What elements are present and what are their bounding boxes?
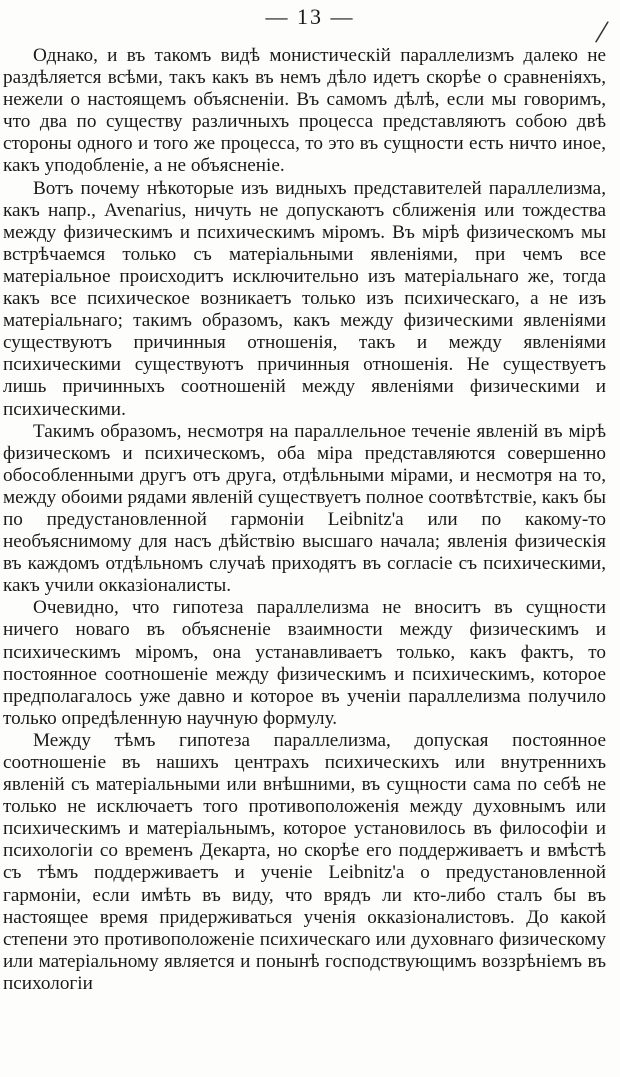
paragraph: Очевидно, что гипотеза параллелизма не вноситъ въ сущности ничего новаго въ объясненіе взаимности между физическимъ и психическимъ міромъ, она устанавливаетъ только, какъ фактъ, то постоянное соотношеніе между физическимъ и психическимъ, которое предполагалось уже давно и которое въ ученіи параллелизма получило только опредѣленную научную формулу. [3,597,606,729]
page-number: — 13 — [265,4,355,29]
paragraph: Такимъ образомъ, несмотря на параллельное теченіе явленій въ мірѣ физическомъ и психическомъ, оба міра представляются совершенно обособленными другъ отъ друга, отдѣльными мірами, и несмотря на то, между обоими рядами явленій существуетъ полное соотвѣтствіе, какъ бы по предустановленной гармоніи Leibnitz'а или по какому-то необъяснимому для насъ дѣйствію высшаго начала; явленія физическія въ каждомъ отдѣльномъ случаѣ приходятъ въ согласіе съ психическими, какъ учили окказіоналисты. [3,420,606,597]
paragraph: Однако, и въ такомъ видѣ монистическій параллелизмъ далеко не раздѣляется всѣми, такъ какъ въ немъ дѣло идетъ скорѣе о сравненіяхъ, нежели о настоящемъ объясненіи. Въ самомъ дѣлѣ, если мы говоримъ, что два по существу различныхъ процесса представляютъ собою двѣ стороны одного и того же процесса, то это въ сущности есть ничто иное, какъ уподобленіе, а не объясненіе. [3,45,606,177]
paragraph: Вотъ почему нѣкоторые изъ видныхъ представителей параллелизма, какъ напр., Avenarius, ничуть не допускаютъ сближенія или тождества между физическимъ и психическимъ міромъ. Въ мірѣ физическомъ мы встрѣчаемся только съ матеріальными явленіями, при чемъ все матеріальное происходитъ исключительно изъ матеріальнаго же, тогда какъ все психическое возникаетъ только изъ психическаго, а не изъ матеріальнаго; такимъ образомъ, какъ между физическими явленіями существуютъ причинныя отношенія, такъ и между явленіями психическими существуютъ причинныя отношенія. Не существуетъ лишь причинныхъ соотношеній между явленіями физическими и психическими. [3,177,606,420]
margin-pencil-mark: / [592,13,610,52]
paragraph: Между тѣмъ гипотеза параллелизма, допуская постоянное соотношеніе въ нашихъ центрахъ психическихъ или внутреннихъ явленій съ матеріальными или внѣшними, въ сущности сама по себѣ не только не исключаетъ того противоположенія между духовнымъ или психическимъ и матеріальнымъ, которое установилось въ философіи и психологіи со временъ Декарта, но скорѣе его поддерживаетъ и вмѣстѣ съ тѣмъ поддерживаетъ и ученіе Leibnitz'а о предустановленной гармоніи, если имѣть въ виду, что врядъ ли кто-либо сталъ бы въ настоящее время придерживаться ученія окказіоналистовъ. До какой степени это противоположеніе психическаго или духовнаго физическому или матеріальному является и понынѣ господствующимъ воззрѣніемъ въ психологіи [3,729,606,994]
body-text [3,45,606,995]
